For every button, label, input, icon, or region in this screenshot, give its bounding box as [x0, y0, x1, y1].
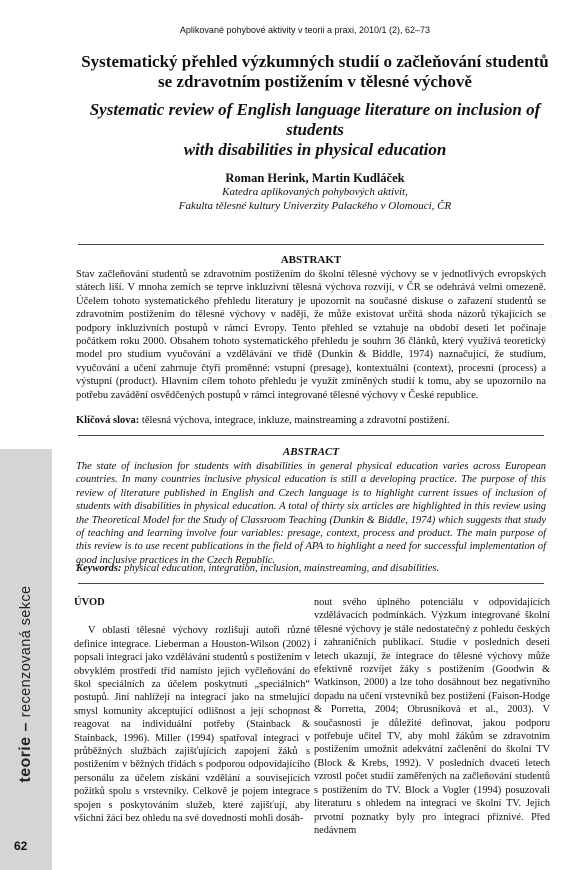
keywords-english-text: physical education, integration, inclusion, mainstreaming, and disabilities.: [124, 563, 440, 574]
keywords-english-label: Keywords:: [76, 563, 122, 574]
abstract-body: The state of inclusion for students with disabilities in general physical education varies across European countries. In many countries inclusive physical education is still a developing practice. The purpose of this review of literature published in English and Czech language is to highlight current issues of inclusion of students with disabilities in physical education. A total of thirty six articles are highlighted in this review using the Theoretical Model for the Study of Classroom Teaching (Dunkin & Biddle, 1974) which suggests that study of teaching and learning involve four variables: presage, context, process and product. The main purpose of this review is to use recent publications in the field of APA to highlight a need for successful implementation of good inclusive practices in the Czech Republic.: [76, 461, 546, 566]
title-czech-line: se zdravotním postižením v tělesné výchově: [158, 72, 472, 91]
page-number: 62: [14, 839, 28, 853]
affiliation-line: Katedra aplikovaných pohybových aktivit,: [222, 186, 408, 198]
section-label-rest: recenzovaná sekce: [18, 585, 34, 718]
title-english-line: with disabilities in physical education: [183, 140, 447, 159]
divider: [78, 435, 544, 436]
section-label-separator: –: [17, 722, 34, 732]
running-header: Aplikované pohybové aktivity v teorii a praxi, 2010/1 (2), 62–73: [179, 25, 431, 35]
abstract-heading: ABSTRACT: [282, 446, 340, 458]
title-english: [60, 100, 570, 160]
abstrakt-body: Stav začleňování studentů se zdravotním postižením do školní tělesné výchovy se v jednotlivých evropských státech liší. V mnoha zemích se teprve inkluzivní tělesná výchova rozvíjí, v ČR se odehrává velmi omezeně. Účelem tohoto systematického přehledu literatury je upozornit na současné diskuse o zařazení studentů se zdravotním postižením do tělesné výchovy v naději, že může existovat určitá shoda názorů týkajících se podpory inkluzivních postupů v rámci Evropy. Tento přehled se vztahuje na období deseti let počínaje počátkem roku 2000. Obsahem tohoto systematického přehledu je souhrn 36 článků, který využívá teoretický model pro studium vyučování a vzdělávání ve třídě (Dunkin & Biddle, 1974) naznačující, že studium, vyučování a učení zahrnuje čtyři proměnné: vstupní (presage), kontextuální (context), procesní (process) a výstupní (product). Hlavním cílem tohoto přehledu je využít zmíněných studií k tomu, aby se upozornilo na potřebu zavádění osvědčených postupů v rámci integrované tělesné výchovy v České republice.: [76, 269, 546, 401]
title-czech-line: Systematický přehled výzkumných studií o začleňování studentů: [81, 52, 549, 71]
title-english-line: Systematic review of English language literature on inclusion of students: [89, 100, 541, 139]
title-czech: [60, 52, 570, 92]
body-paragraph: nout svého úplného potenciálu v odpovídajících vzdělávacích podmínkách. Výzkum integrované školní tělesné výchovy je stále nedostatečný z pohledu českých i zahraničních publikací. Studie v posledních deseti letech ukazují, že integrace do tělesné výchovy může efektivně rozvíjet žáky s postižením (Goodwin & Watkinson, 2000) a lze toho dosáhnout bez negativního dopadu na učení vrstevníků bez postižení (Faison-Hodge & Porretta, 2004; Obrusníková et al., 2003). V současnosti je důležité definovat, jakou podporu potřebuje učitel TV, aby mohl žákům se zdravotním postižením umožnit adekvátní začlenění do školní TV (Block & Krebs, 1992). V posledních dvaceti letech vzrostl počet studií zaměřených na začleňování studentů s postižením do TV. Block a Vogler (1994) posuzovali literaturu s ohledem na integraci ve školní TV. Jejich prvotní poznatky byly pro integraci příznivé. Před nedávnem: [314, 597, 550, 836]
divider: [78, 244, 544, 245]
body-column-left: [74, 596, 310, 826]
affiliation-line: Fakulta tělesné kultury Univerzity Palackého v Olomouci, ČR: [178, 200, 452, 212]
affiliation: [60, 185, 570, 213]
keywords-czech: [76, 414, 546, 427]
body-paragraph: V oblasti tělesné výchovy rozlišují autoři různé definice integrace. Lieberman a Houston-Wilson (2002) popsali integraci jako vzdělávání studentů s postižením v obvyklém prostředí tříd namísto jejich vyčleňování do škol speciálních za účelem poskytnutí „speciálních“ postupů. Jiní nahlížejí na integraci jako na stmelující smysl komunity akceptující odlišnost a její schopnost reagovat na individuální potřeby (Stainback & Stainback, 1996). Miller (1994) spatřoval integraci v průběžných službách zajišťujících zapojení žáků s postižením v běžných třídách s podporou odpovídajícího personálu za účelem získání vzdělání a souvisejících požitků spolu s vrstevníky. Celkově je pojem integrace spojen s poskytováním služeb, které zajišťují, aby všichni žáci bez ohledu na své dovednosti mohli dosáh-: [74, 625, 310, 825]
section-label-main: teorie: [17, 736, 34, 783]
keywords-english: [76, 562, 546, 575]
body-column-right: [314, 596, 550, 837]
section-heading: ÚVOD: [74, 597, 105, 608]
keywords-czech-text: tělesná výchova, integrace, inkluze, mainstreaming a zdravotní postižení.: [141, 415, 450, 426]
authors: Roman Herink, Martin Kudláček: [225, 171, 405, 185]
divider: [78, 583, 544, 584]
section-label: [17, 585, 35, 782]
keywords-czech-label: Klíčová slova:: [76, 415, 140, 426]
abstrakt-heading: ABSTRAKT: [280, 254, 342, 266]
